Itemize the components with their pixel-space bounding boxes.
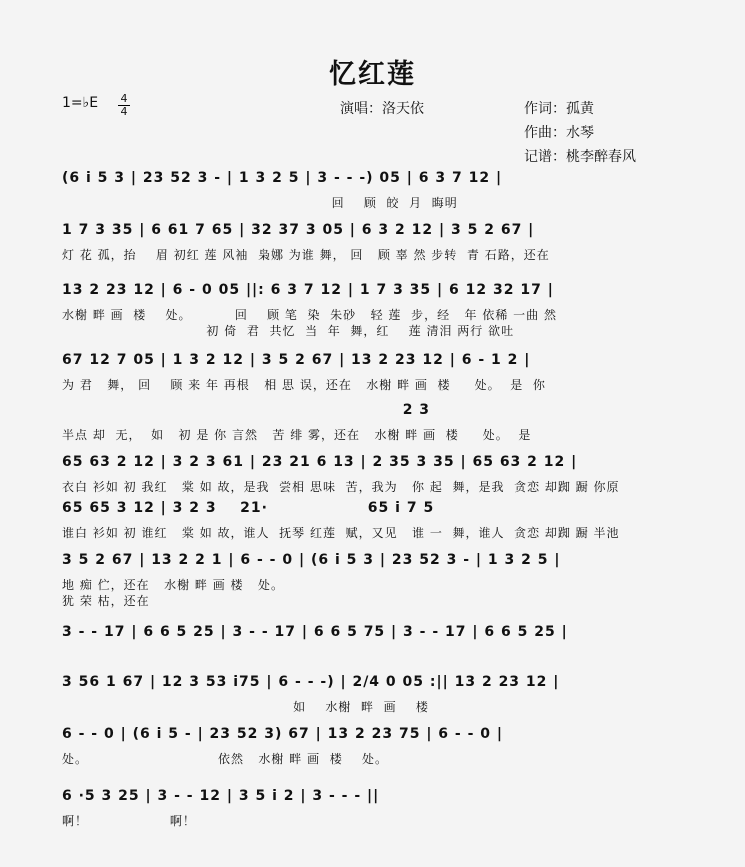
time-sig-top: 4 <box>120 92 128 105</box>
composer-credit: 作曲：水琴 <box>524 125 594 141</box>
notation-row: 3 5 2 67 | 13 2 2 1 | 6 - - 0 | (6 i 5 3 | 23 52 3 - | 1 3 2 5 | <box>62 552 561 568</box>
notation-row: 3 56 1 67 | 12 3 53 i75 | 6 - - -) | 2/4 0 05 :|| 13 2 23 12 | <box>62 674 560 690</box>
lyric-line: 半点 却 无， 如 初 是 你 言然 苦 绯 雾，还在 水榭 畔 画 楼 处。 是 <box>62 428 532 442</box>
singer-credit: 演唱：洛天依 <box>340 101 424 117</box>
notation-row: 2 3 <box>62 402 431 418</box>
lyric-line: 谁白 衫如 初 谁红 棠 如 故，谁人 抚琴 红莲 赋，又见 谁 一 舞，谁人 贪恋 却踟 蹰 半池 <box>62 526 620 540</box>
lyric-line: 为 君 舞， 回 顾 来 年 再根 相 思 误，还在 水榭 畔 画 楼 处。 是 你 <box>62 378 546 392</box>
lyric-line: 灯 花 孤，抬 眉 初红 莲 风袖 枭娜 为谁 舞， 回 顾 辜 然 步转 青 石路，还在 <box>62 248 550 262</box>
lyric-line: 初 倚 君 共忆 当 年 舞，红 莲 清泪 两行 欲吐 <box>62 324 515 338</box>
notation-row: 6 - - 0 | (6 i 5 - | 23 52 3) 67 | 13 2 23 75 | 6 - - 0 | <box>62 726 504 742</box>
time-signature <box>118 93 130 118</box>
lyric-line: 水榭 畔 画 楼 处。 回 顾 笔 染 朱砂 轻 莲 步，经 年 依稀 一曲 然 <box>62 308 557 322</box>
notation-row: 65 65 3 12 | 3 2 3 21· 65 i 7 5 <box>62 500 435 516</box>
notation-row: 65 63 2 12 | 3 2 3 61 | 23 21 6 13 | 2 35 3 35 | 65 63 2 12 | <box>62 454 578 470</box>
lyric-line: 犹 荣 枯，还在 <box>62 594 150 608</box>
transcriber-credit: 记谱：桃李醉春风 <box>524 149 636 165</box>
notation-row: 1 7 3 35 | 6 61 7 65 | 32 37 3 05 | 6 3 2 12 | 3 5 2 67 | <box>62 222 535 238</box>
notation-row: (6 i 5 3 | 23 52 3 - | 1 3 2 5 | 3 - - -) 05 | 6 3 7 12 | <box>62 170 503 186</box>
key-signature: 1=♭E <box>62 95 99 111</box>
lyricist-credit: 作词：孤黄 <box>524 101 594 117</box>
notation-row: 67 12 7 05 | 1 3 2 12 | 3 5 2 67 | 13 2 23 12 | 6 - 1 2 | <box>62 352 531 368</box>
time-sig-bottom: 4 <box>118 105 130 118</box>
lyric-line: 衣白 衫如 初 我红 棠 如 故，是我 尝相 思味 苦，我为 你 起 舞，是我 贪恋 却踟 蹰 你原 <box>62 480 620 494</box>
song-title: 忆红莲 <box>329 59 416 90</box>
lyric-line: 啊！ 啊！ <box>62 814 196 828</box>
lyric-line: 处。 依然 水榭 畔 画 楼 处。 <box>62 752 388 766</box>
notation-row: 6 ·5 3 25 | 3 - - 12 | 3 5 i 2 | 3 - - - || <box>62 788 380 804</box>
lyric-line: 如 水榭 畔 画 楼 <box>62 700 429 714</box>
notation-row: 13 2 23 12 | 6 - 0 05 ||: 6 3 7 12 | 1 7 3 35 | 6 12 32 17 | <box>62 282 554 298</box>
lyric-line: 地 痴 伫，还在 水榭 畔 画 楼 处。 <box>62 578 284 592</box>
lyric-line: 回 顾 皎 月 晦明 <box>62 196 458 210</box>
notation-row: 3 - - 17 | 6 6 5 25 | 3 - - 17 | 6 6 5 75 | 3 - - 17 | 6 6 5 25 | <box>62 624 568 640</box>
